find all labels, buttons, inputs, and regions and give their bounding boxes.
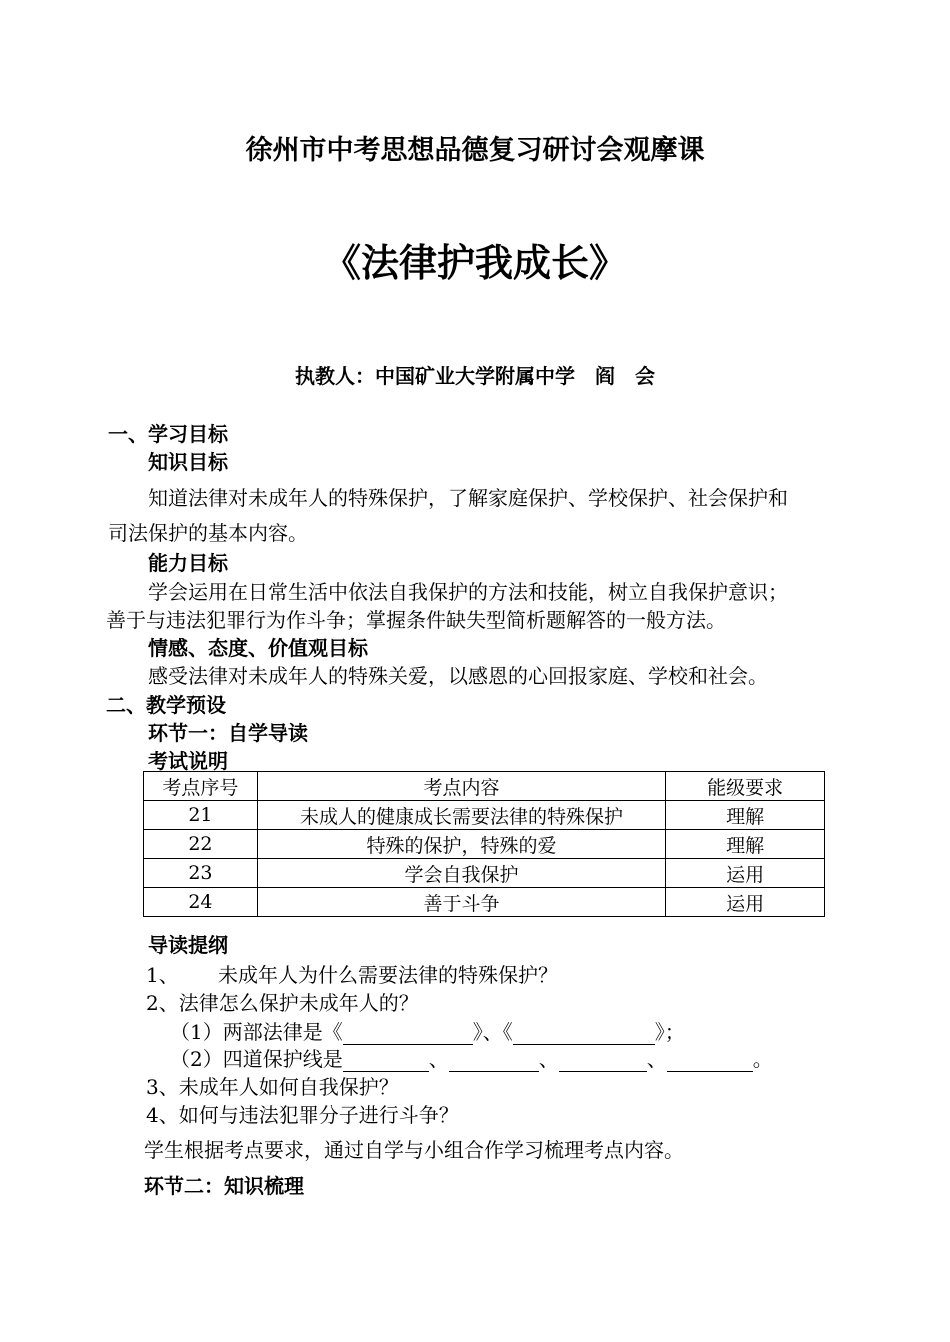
section-heading-teaching: 二、教学预设 — [106, 693, 226, 717]
emotion-heading: 情感、态度、价值观目标 — [148, 636, 368, 660]
question-2b-separator: 、 — [538, 1047, 559, 1071]
table-cell: 理解 — [666, 801, 825, 830]
table-header-cell: 考点序号 — [144, 772, 258, 801]
emotion-line-1: 感受法律对未成年人的特殊关爱，以感恩的心回报家庭、学校和社会。 — [148, 664, 768, 688]
ability-heading: 能力目标 — [148, 551, 228, 575]
question-4: 4、如何与违法犯罪分子进行斗争？ — [146, 1103, 459, 1127]
question-2a-end: 》； — [654, 1020, 685, 1044]
table-cell: 善于斗争 — [257, 888, 665, 917]
knowledge-line-1: 知道法律对未成年人的特殊保护，了解家庭保护、学校保护、社会保护和 — [148, 486, 788, 510]
question-2a — [170, 1016, 685, 1045]
knowledge-heading: 知识目标 — [148, 450, 228, 474]
knowledge-line-2: 司法保护的基本内容。 — [108, 521, 308, 545]
summary-text: 学生根据考点要求，通过自学与小组合作学习梳理考点内容。 — [144, 1138, 684, 1162]
table-header-row — [144, 772, 825, 801]
guide-heading: 导读提纲 — [148, 933, 228, 957]
table-cell: 理解 — [666, 830, 825, 859]
exam-table — [143, 771, 825, 917]
table-cell: 学会自我保护 — [257, 859, 665, 888]
section-heading-goals: 一、学习目标 — [108, 422, 228, 446]
question-1-number: 1、 — [146, 963, 179, 987]
question-2a-separator: 》、《 — [472, 1020, 513, 1044]
table-cell: 运用 — [666, 859, 825, 888]
step-two-heading: 环节二：知识梳理 — [144, 1174, 304, 1198]
question-1: 未成年人为什么需要法律的特殊保护？ — [218, 963, 558, 987]
question-2a-prefix: （1）两部法律是《 — [170, 1020, 343, 1044]
step-one-heading: 环节一：自学导读 — [148, 721, 308, 745]
table-cell: 运用 — [666, 888, 825, 917]
table-row — [144, 801, 825, 830]
fill-blank[interactable] — [449, 1051, 539, 1072]
table-cell: 22 — [144, 830, 258, 859]
table-header-cell: 能级要求 — [666, 772, 825, 801]
question-2b-end: 。 — [752, 1047, 773, 1071]
question-2b — [170, 1043, 773, 1072]
table-cell: 特殊的保护，特殊的爱 — [257, 830, 665, 859]
table-cell: 未成人的健康成长需要法律的特殊保护 — [257, 801, 665, 830]
exam-heading: 考试说明 — [148, 749, 228, 773]
table-row — [144, 888, 825, 917]
fill-blank[interactable] — [343, 1051, 429, 1072]
page-title: 《法律护我成长》 — [322, 241, 627, 285]
page-subtitle: 徐州市中考思想品德复习研讨会观摩课 — [245, 135, 705, 166]
table-header-cell: 考点内容 — [257, 772, 665, 801]
table-cell: 21 — [144, 801, 258, 830]
table-cell: 24 — [144, 888, 258, 917]
question-2b-separator: 、 — [428, 1047, 449, 1071]
ability-line-2: 善于与违法犯罪行为作斗争；掌握条件缺失型简析题解答的一般方法。 — [106, 608, 726, 632]
fill-blank[interactable] — [513, 1024, 655, 1045]
question-2b-separator: 、 — [646, 1047, 667, 1071]
question-3: 3、未成年人如何自我保护？ — [146, 1075, 399, 1099]
question-2b-prefix: （2）四道保护线是 — [170, 1047, 343, 1071]
table-row — [144, 830, 825, 859]
ability-line-1: 学会运用在日常生活中依法自我保护的方法和技能，树立自我保护意识； — [148, 580, 788, 604]
table-row — [144, 859, 825, 888]
teacher-line: 执教人：中国矿业大学附属中学 阎 会 — [295, 364, 655, 388]
question-2: 2、法律怎么保护未成年人的？ — [146, 991, 419, 1015]
fill-blank[interactable] — [559, 1051, 647, 1072]
fill-blank[interactable] — [343, 1024, 473, 1045]
fill-blank[interactable] — [667, 1051, 753, 1072]
table-cell: 23 — [144, 859, 258, 888]
